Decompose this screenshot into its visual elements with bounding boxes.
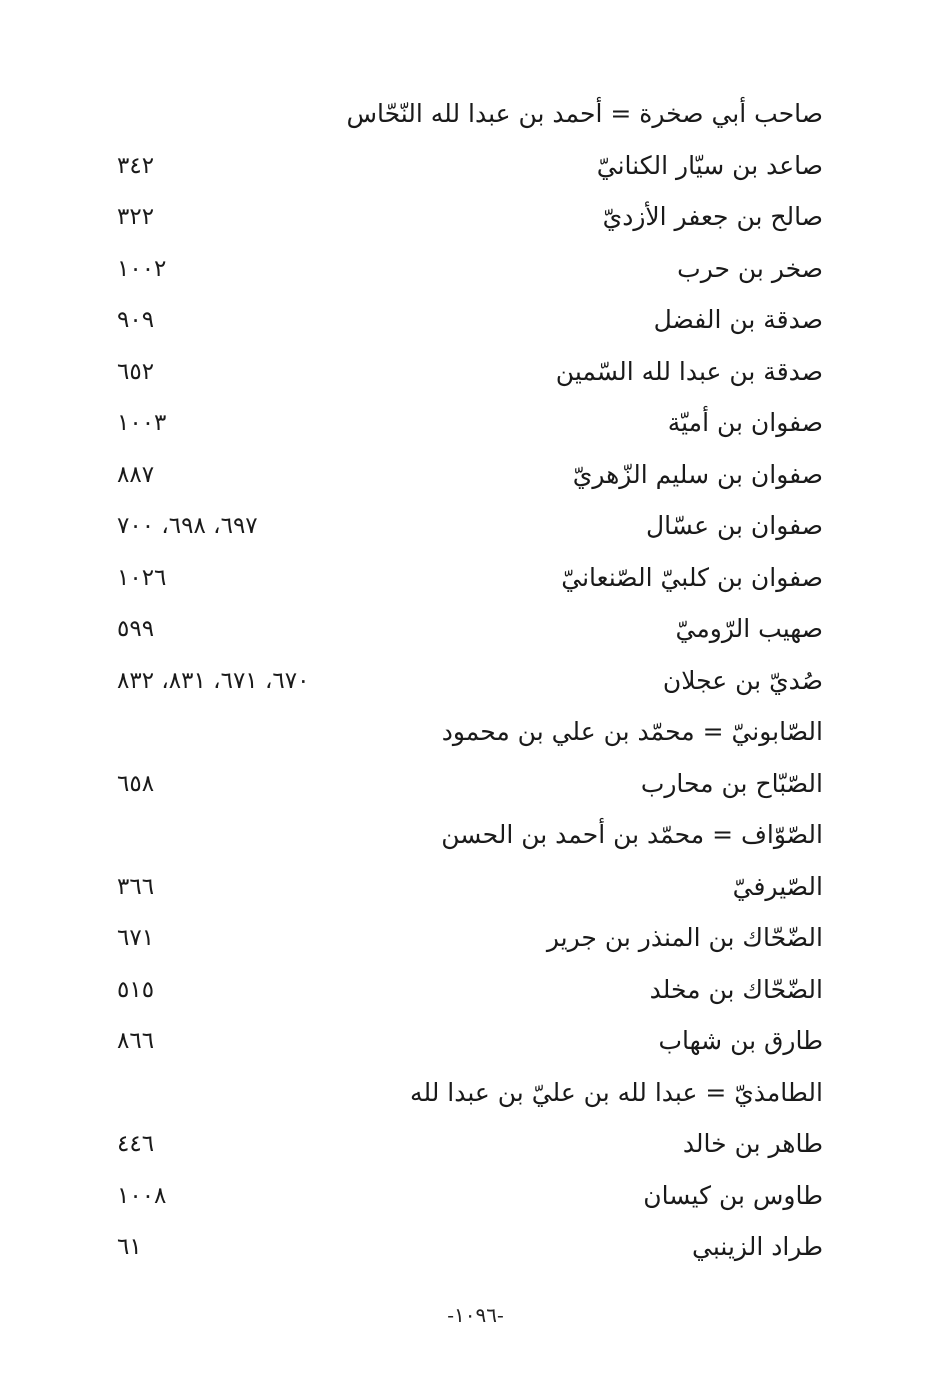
entry-pages: ٥٩٩ xyxy=(117,616,155,642)
entry-name: طاوس بن كيسان xyxy=(643,1180,823,1210)
entry-pages: ٥١٥ xyxy=(117,976,155,1003)
entry-name: الضّحّاك بن المنذر بن جرير xyxy=(546,923,823,952)
entry-pages: ٣٦٦ xyxy=(117,873,155,900)
entry-name: صالح بن جعفر الأزديّ xyxy=(602,202,823,231)
entry-pages: ١٠٠٨ xyxy=(117,1182,167,1209)
index-list xyxy=(0,88,951,1273)
entry-pages: ٨٨٧ xyxy=(117,461,155,488)
entry-name: طاهر بن خالد xyxy=(682,1129,823,1158)
index-entry xyxy=(0,809,951,861)
index-entry xyxy=(0,552,951,604)
entry-pages: ٣٤٢ xyxy=(117,152,155,179)
index-entry xyxy=(0,500,951,552)
entry-name: الطامذيّ = عبدا لله بن عليّ بن عبدا لله xyxy=(410,1077,823,1107)
index-entry xyxy=(0,706,951,758)
index-entry xyxy=(0,758,951,810)
entry-name: الصّيرفيّ xyxy=(732,871,823,901)
entry-pages: ٦٥٢ xyxy=(117,358,155,385)
index-entry xyxy=(0,964,951,1016)
index-entry xyxy=(0,1118,951,1170)
entry-pages: ٦٥٨ xyxy=(117,770,155,797)
index-entry xyxy=(0,449,951,501)
index-entry xyxy=(0,603,951,655)
index-entry xyxy=(0,912,951,964)
entry-pages: ٨٦٦ xyxy=(117,1028,155,1054)
entry-pages: ٦١ xyxy=(117,1234,142,1260)
index-entry xyxy=(0,294,951,346)
entry-name: الصّابونيّ = محمّد بن علي بن محمود xyxy=(441,717,823,746)
entry-pages: ١٠٢٦ xyxy=(117,564,167,591)
entry-pages: ٦٧١ xyxy=(117,925,155,951)
entry-pages: ٦٧٠، ٦٧١، ٨٣١، ٨٣٢ xyxy=(117,667,310,694)
entry-name: الصّوّاف = محمّد بن أحمد بن الحسن xyxy=(441,820,823,849)
index-entry xyxy=(0,88,951,140)
entry-name: صفوان بن عسّال xyxy=(646,511,823,540)
index-entry xyxy=(0,861,951,913)
entry-name: صهيب الرّوميّ xyxy=(675,614,823,643)
entry-pages: ١٠٠٢ xyxy=(117,255,167,282)
index-entry xyxy=(0,243,951,295)
entry-pages: ٣٢٢ xyxy=(117,204,155,230)
index-entry xyxy=(0,1015,951,1067)
entry-name: صدقة بن عبدا لله السّمين xyxy=(555,356,823,386)
entry-name: صدقة بن الفضل xyxy=(653,305,823,334)
entry-name: طراد الزينبي xyxy=(692,1232,823,1261)
index-entry xyxy=(0,397,951,449)
entry-name: صخر بن حرب xyxy=(677,253,823,283)
entry-name: صاحب أبي صخرة = أحمد بن عبدا لله النّحّاس xyxy=(346,99,823,128)
index-entry xyxy=(0,1067,951,1119)
entry-name: صفوان بن أميّة xyxy=(667,408,823,437)
entry-pages: ٦٩٧، ٦٩٨، ٧٠٠ xyxy=(117,513,258,539)
entry-name: صاعد بن سيّار الكنانيّ xyxy=(596,150,823,180)
index-entry xyxy=(0,1170,951,1222)
entry-name: طارق بن شهاب xyxy=(658,1026,823,1055)
entry-name: الصّبّاح بن محارب xyxy=(640,768,823,798)
entry-pages: ١٠٠٣ xyxy=(117,410,167,436)
index-entry xyxy=(0,346,951,398)
entry-pages: ٩٠٩ xyxy=(117,307,155,333)
page-number: -١٠٩٦- xyxy=(447,1303,504,1327)
entry-name: صفوان بن سليم الزّهريّ xyxy=(572,459,823,489)
entry-name: صُديّ بن عجلان xyxy=(662,665,823,695)
entry-name: صفوان بن كلبيّ الصّنعانيّ xyxy=(561,562,823,592)
index-entry xyxy=(0,655,951,707)
index-entry xyxy=(0,140,951,192)
index-entry xyxy=(0,1221,951,1273)
entry-name: الضّحّاك بن مخلد xyxy=(649,974,823,1004)
entry-pages: ٤٤٦ xyxy=(117,1131,155,1157)
index-entry xyxy=(0,191,951,243)
